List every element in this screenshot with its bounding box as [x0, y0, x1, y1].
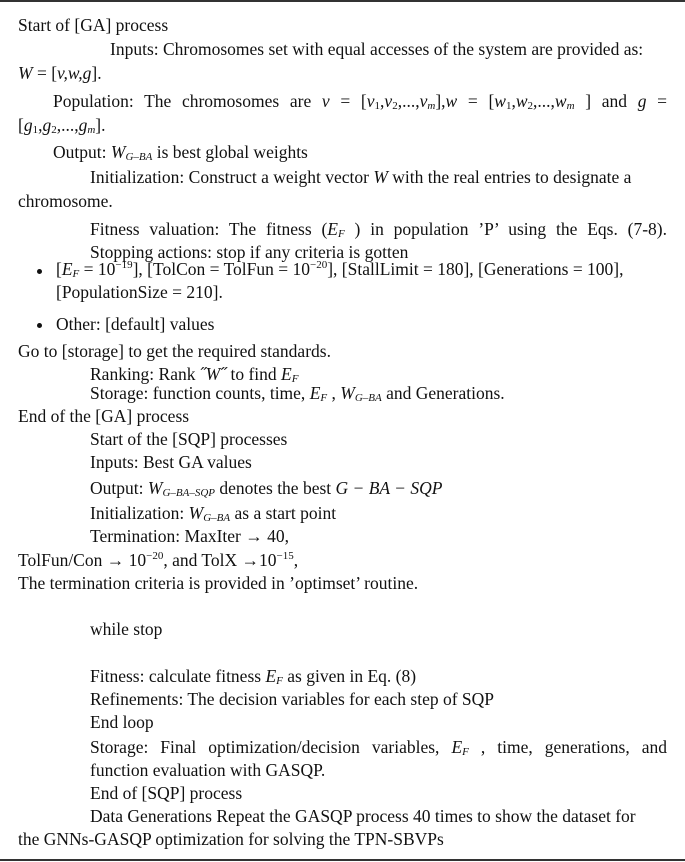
goto-storage-line: Go to [storage] to get the required standards. [18, 341, 331, 361]
bullet-icon [37, 269, 42, 274]
sqp-fitness-line: Fitness: calculate fitness $E_F$ as given in Eq. (8) [90, 666, 417, 687]
bullet-icon [37, 323, 42, 328]
g-vector-line: $[g_1,g_2,...,g_m]$. [18, 115, 106, 136]
chromosome-line: chromosome. [18, 191, 113, 211]
sqp-end-line: End of [SQP] process [90, 783, 243, 803]
optimset-line: The termination criteria is provided in ’optimset’ routine. [18, 573, 419, 593]
ranking-line: Ranking: Rank ˝W˝ to find $E_F$ [90, 364, 299, 385]
top-rule [0, 0, 685, 2]
while-stop-line: while stop [90, 619, 163, 639]
sqp-inputs-line: Inputs: Best GA values [90, 452, 252, 472]
sqp-storage-line: Storage: Final optimization/decision variables, $E_F$ , time, generations, and [90, 737, 667, 758]
ga-storage-line: Storage: function counts, time, $E_F$ , $W_{G-BA}$ and Generations. [90, 383, 505, 404]
ga-initialization-line: Initialization: Construct a weight vector W with the real entries to designate a [90, 167, 632, 187]
refinements-line: Refinements: The decision variables for each step of SQP [90, 689, 495, 709]
function-evaluation-line: function evaluation with GASQP. [90, 760, 326, 780]
sqp-initialization-line: Initialization: $W_{G-BA}$ as a start point [90, 503, 337, 524]
stopping-actions-line: Stopping actions: stop if any criteria is gotten [90, 242, 409, 262]
ga-end-line: End of the [GA] process [18, 406, 190, 426]
bottom-rule [0, 859, 685, 861]
sqp-output-line: Output: $W_{G-BA-SQP}$ denotes the best G − BA − SQP [90, 478, 443, 499]
criteria-item-1: $[E_F = 10^{-19}]$, [TolCon = TolFun = $10^{-20}$], [StallLimit = 180], [Generations = 100], [56, 259, 624, 280]
criteria-item-2: Other: [default] values [56, 314, 215, 334]
end-loop-line: End loop [90, 712, 154, 732]
w-definition-line: W = [v,w,g]. [18, 63, 102, 83]
ga-inputs-line: Inputs: Chromosomes set with equal accesses of the system are provided as: [110, 39, 644, 59]
criteria-item-1-cont: [PopulationSize = 210]. [56, 282, 223, 302]
data-generations-line: Data Generations Repeat the GASQP process 40 times to show the dataset for [90, 806, 636, 826]
ga-start-line: Start of [GA] process [18, 15, 169, 35]
tolerance-line: TolFun/Con → $10^{-20}$, and TolX $\to 10^{-15}$, [18, 550, 299, 570]
fitness-valuation-line: Fitness valuation: The fitness ($E_F$ ) in population ’P’ using the Eqs. (7-8). [90, 219, 667, 240]
gnns-gasqp-line: the GNNs-GASQP optimization for solving the TPN-SBVPs [18, 829, 444, 849]
sqp-start-line: Start of the [SQP] processes [90, 429, 288, 449]
sqp-termination-line: Termination: MaxIter → 40, [90, 526, 290, 546]
population-line: Population: The chromosomes are $v = [v_1,v_2,...,v_m],w = [w_1,w_2,...,w_m$ ] and g = [53, 91, 668, 112]
ga-output-line: Output: $W_{G-BA}$ is best global weights [53, 142, 308, 163]
